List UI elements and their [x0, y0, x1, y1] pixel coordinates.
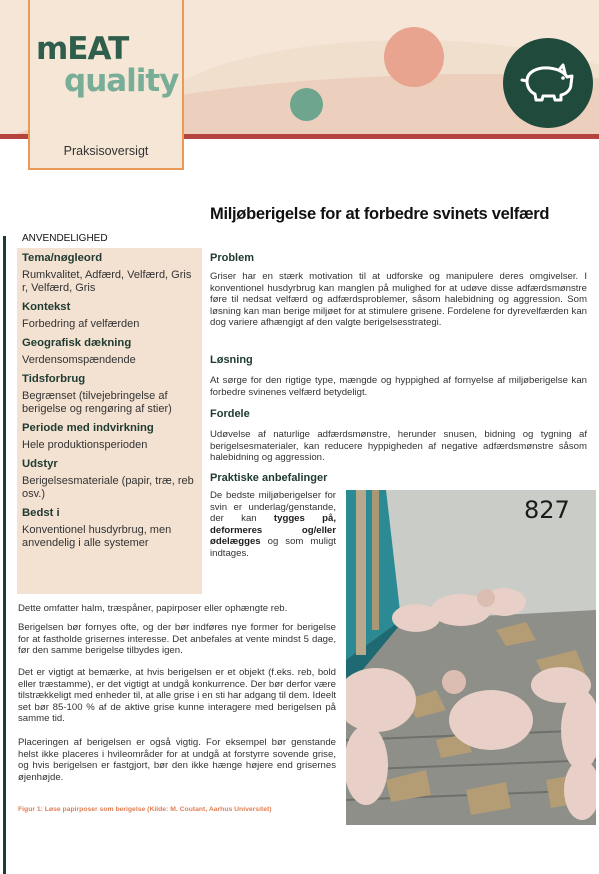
logo-quality: quality [64, 63, 179, 99]
figure-photo [346, 490, 596, 825]
intro-emphasis: tygges på, deformeres og/eller ødelægges [210, 513, 336, 548]
intro-text: De bedste miljøberigelser for svin er underlag/genstande, der kan [210, 490, 336, 525]
sidebar-heading: Periode med indvirkning [22, 422, 154, 434]
sidebar-heading: Tidsforbrug [22, 373, 86, 385]
recommendations-intro [210, 490, 336, 560]
applicability-sidebar [17, 248, 202, 594]
sidebar-value: Verdensomspændende [22, 354, 136, 366]
section-text-problem: Griser har en stærk motivation til at udforske og manipulere deres omgivelser. I konventionel husdyrbrug kan manglen på mulighed for at udøve disse adfærdsmønstre føre til nedsat velfærd og adfærdsproblemer, såsom halebidning og aggression. Som løsning kan man berige miljøet for at stimulere grisene. Fordelene for dyrevelfærden kan dog variere afhængigt af den valgte berigelsesstrategi. [210, 271, 587, 329]
sidebar-value: Hele produktionsperioden [22, 439, 148, 451]
sidebar-value: Berigelsesmateriale (papir, træ, reb osv.) [22, 475, 194, 500]
decorative-circle [384, 27, 444, 87]
body-paragraph: Dette omfatter halm, træspåner, papirposer eller ophængte reb. [18, 603, 288, 614]
body-paragraph: Placeringen af berigelsen er også vigtig. For eksempel bør genstande helst ikke placeres i hvileområder for at undgå at forstyrre sovende grise, og hvis berigelsen er fastgjort, bør den ikke hænge højere end grisernes øjenhøjde. [18, 737, 336, 783]
sidebar-value: Forbedring af velfærden [22, 318, 140, 330]
sidebar-heading: Kontekst [22, 301, 71, 313]
pen-number-label: 827 [524, 496, 570, 524]
sidebar-heading: Bedst i [22, 507, 60, 519]
section-text-solution: At sørge for den rigtige type, mængde og hyppighed af fornyelse af miljøberigelse kan forbedre svinenes velfærd betydeligt. [210, 375, 587, 398]
pig-icon [503, 38, 593, 128]
body-paragraph: Berigelsen bør fornyes ofte, og der bør indføres nye former for berigelse for at fastholde grisernes interesse. Det anbefales at vente mindst 5 dage, før den samme berigelse tilbydes igen. [18, 622, 336, 657]
section-heading-problem: Problem [210, 252, 255, 264]
sidebar-value: Begrænset (tilvejebringelse af berigelse og rengøring af stier) [22, 390, 172, 415]
figure-caption: Figur 1: Løse papirposer som berigelse (Kilde: M. Coutant, Aarhus Universitet) [18, 806, 272, 813]
section-text-benefits: Udøvelse af naturlige adfærdsmønstre, herunder snusen, bidning og tygning af berigelsesmaterialer, kan reducere hyppigheden af negative adfærdsmønstre såsom halebidning og aggression. [210, 429, 587, 464]
decorative-circle [290, 88, 323, 121]
logo-panel [28, 0, 184, 170]
document-type: Praksisoversigt [63, 144, 149, 158]
intro-text-end: og som muligt indtages. [210, 536, 336, 559]
body-paragraph: Det er vigtigt at bemærke, at hvis berigelsen er et objekt (f.eks. reb, bold eller træstamme), er det vigtigt at undgå konkurrence. Der bør derfor være tilstrækkeligt med enheder til, at alle grise i en sti har adgang til dem. Ideelt set bør 85-100 % af de aktive grise kunne interagere med berigelsen på samme tid. [18, 667, 336, 725]
left-accent-rule [3, 236, 6, 874]
sidebar-heading: Tema/nøgleord [22, 252, 103, 264]
section-heading-benefits: Fordele [210, 408, 250, 420]
sidebar-value: Rumkvalitet, Adfærd, Velfærd, Gris r, Velfærd, Gris [22, 269, 192, 294]
sidebar-heading: Geografisk dækning [22, 337, 132, 349]
section-heading-recommendations: Praktiske anbefalinger [210, 472, 328, 484]
logo-meat: mEAT [36, 31, 129, 67]
sidebar-label: ANVENDELIGHED [22, 233, 108, 244]
sidebar-heading: Udstyr [22, 458, 58, 470]
section-heading-solution: Løsning [210, 354, 253, 366]
page-title: Miljøberigelse for at forbedre svinets velfærd [210, 205, 550, 223]
sidebar-value: Konventionel husdyrbrug, men anvendelig i alle systemer [22, 524, 172, 549]
pen-illustration [346, 490, 596, 825]
